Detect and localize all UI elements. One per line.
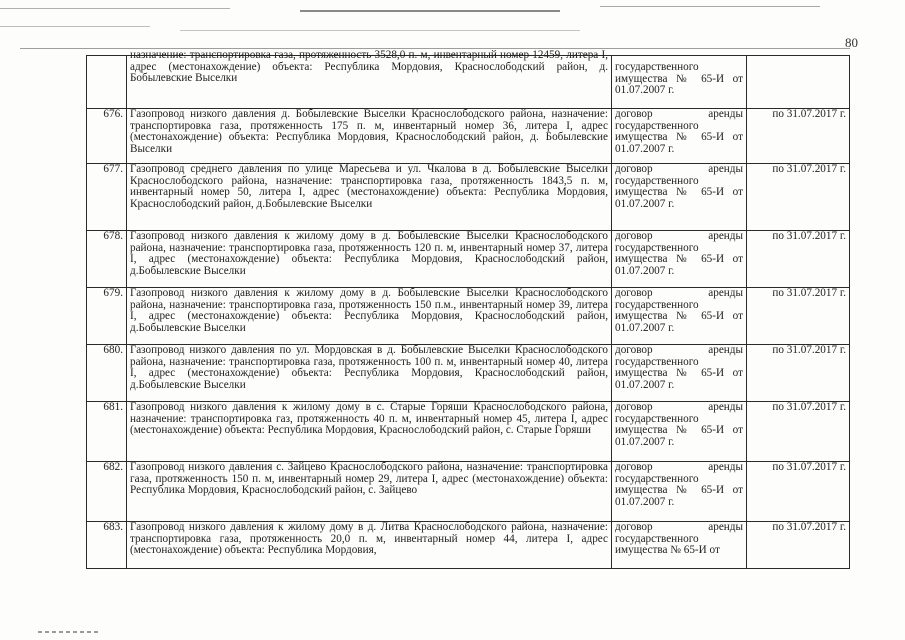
table-row	[87, 231, 850, 288]
scan-artifact-mark	[38, 631, 98, 633]
lease-basis: договор аренды государственного имущества № 65-И от 01.07.2007 г.	[612, 109, 747, 164]
lease-basis: договор аренды государственного имущества № 65-И от	[612, 522, 747, 569]
table-row	[87, 164, 850, 231]
lease-basis: договор аренды государственного имущества № 65-И от 01.07.2007 г.	[612, 462, 747, 522]
lease-term: по 31.07.2017 г.	[747, 402, 850, 462]
table-row	[87, 288, 850, 345]
table-row	[87, 56, 850, 109]
row-number: 680.	[87, 345, 127, 402]
scan-artifact-line	[0, 26, 150, 27]
object-description: назначение: транспортировка газа, протяженность 3528,0 п. м, инвентарный номер 12459, литера I, адрес (местонахождение) объекта: Республика Мордовия, Краснослободский район, д. Бобылевские Выселки	[127, 56, 612, 109]
row-number: 678.	[87, 231, 127, 288]
lease-term: по 31.07.2017 г.	[747, 164, 850, 231]
lease-term: по 31.07.2017 г.	[747, 345, 850, 402]
object-description: Газопровод среднего давления по улице Маресьева и ул. Чкалова в д. Бобылевские Выселки Краснослободского района, назначение: транспортировка газа, протяженность 1843,5 п. м, инвентарный номер 50, литера I, адрес (местонахождение) объекта: Республика Мордовия, Краснослободский район, д.Бобылевские Выселки	[127, 164, 612, 231]
row-number: 681.	[87, 402, 127, 462]
lease-basis: договор аренды государственного имущества № 65-И от 01.07.2007 г.	[612, 345, 747, 402]
property-registry-table	[86, 49, 850, 569]
lease-term: по 31.07.2017 г.	[747, 109, 850, 164]
scan-artifact-line	[600, 6, 820, 7]
lease-term: по 31.07.2017 г.	[747, 288, 850, 345]
object-description: Газопровод низкого давления к жилому дому в с. Старые Горяши Краснослободского района, назначение: транспортировка газ, протяженность 40 п. м, инвентарный номер 45, литера I, адрес (местонахождение) объекта: Республика Мордовия, Краснослободский район, с. Старые Горяши	[127, 402, 612, 462]
object-description: Газопровод низкого давления к жилому дому в д. Бобылевские Выселки Краснослободского района, назначение: транспортировка газа, протяженность 150 п.м., инвентарный номер 39, литера I, адрес (местонахождение) объекта: Республика Мордовия, Краснослободский район, д.Бобылевские Выселки	[127, 288, 612, 345]
table-row	[87, 109, 850, 164]
lease-basis: договор аренды государственного имущества № 65-И от 01.07.2007 г.	[612, 402, 747, 462]
lease-term: по 31.07.2017 г.	[747, 231, 850, 288]
scan-artifact-line	[180, 30, 580, 31]
row-number: 679.	[87, 288, 127, 345]
row-number: 682.	[87, 462, 127, 522]
lease-basis: договор аренды государственного имущества № 65-И от 01.07.2007 г.	[612, 164, 747, 231]
row-number: 677.	[87, 164, 127, 231]
lease-term: по 31.07.2017 г.	[747, 522, 850, 569]
scan-artifact-line	[0, 8, 230, 9]
object-description: Газопровод низкого давления к жилому дому в д. Бобылевские Выселки Краснослободского района, назначение: транспортировка газа, протяженность 120 п. м, инвентарный номер 37, литера I, адрес (местонахождение) объекта: Республика Мордовия, Краснослободский район, д.Бобылевские Выселки	[127, 231, 612, 288]
object-description: Газопровод низкого давления с. Зайцево Краснослободского района, назначение: транспортировка газа, протяженность 150 п. м, инвентарный номер 29, литера I, адрес (местонахождение) объекта: Республика Мордовия, Краснослободский район, с. Зайцево	[127, 462, 612, 522]
scan-artifact-line	[300, 10, 560, 12]
table-row	[87, 402, 850, 462]
page-number: 80	[845, 35, 858, 50]
table-row	[87, 462, 850, 522]
lease-basis: договор аренды государственного имущества № 65-И от 01.07.2007 г.	[612, 288, 747, 345]
object-description: Газопровод низкого давления к жилому дому в д. Литва Краснослободского района, назначение: транспортировка газа, протяженность 20,0 п. м, инвентарный номер 44, литера I, адрес (местонахождение) объекта: Республика Мордовия,	[127, 522, 612, 569]
object-description: Газопровод низкого давления по ул. Мордовская в д. Бобылевские Выселки Краснослободского района, назначение: транспортировка газа, протяженность 100 п. м, инвентарный номер 40, литера I, адрес (местонахождение) объекта: Республика Мордовия, Краснослободский район, д.Бобылевские Выселки	[127, 345, 612, 402]
lease-term	[747, 56, 850, 109]
lease-term: по 31.07.2017 г.	[747, 462, 850, 522]
row-number: 683.	[87, 522, 127, 569]
lease-basis: договор аренды государственного имущества № 65-И от 01.07.2007 г.	[612, 231, 747, 288]
lease-basis: государственного имущества № 65-И от 01.07.2007 г.	[612, 56, 747, 109]
row-number	[87, 56, 127, 109]
row-number: 676.	[87, 109, 127, 164]
table-row	[87, 522, 850, 569]
object-description: Газопровод низкого давления д. Бобылевские Выселки Краснослободского района, назначение: транспортировка газа, протяженность 175 п. м, инвентарный номер 36, литера I, адрес (местонахождение) объекта: Республика Мордовия, Краснослободский район, д. Бобылевские Выселки	[127, 109, 612, 164]
table-row	[87, 345, 850, 402]
